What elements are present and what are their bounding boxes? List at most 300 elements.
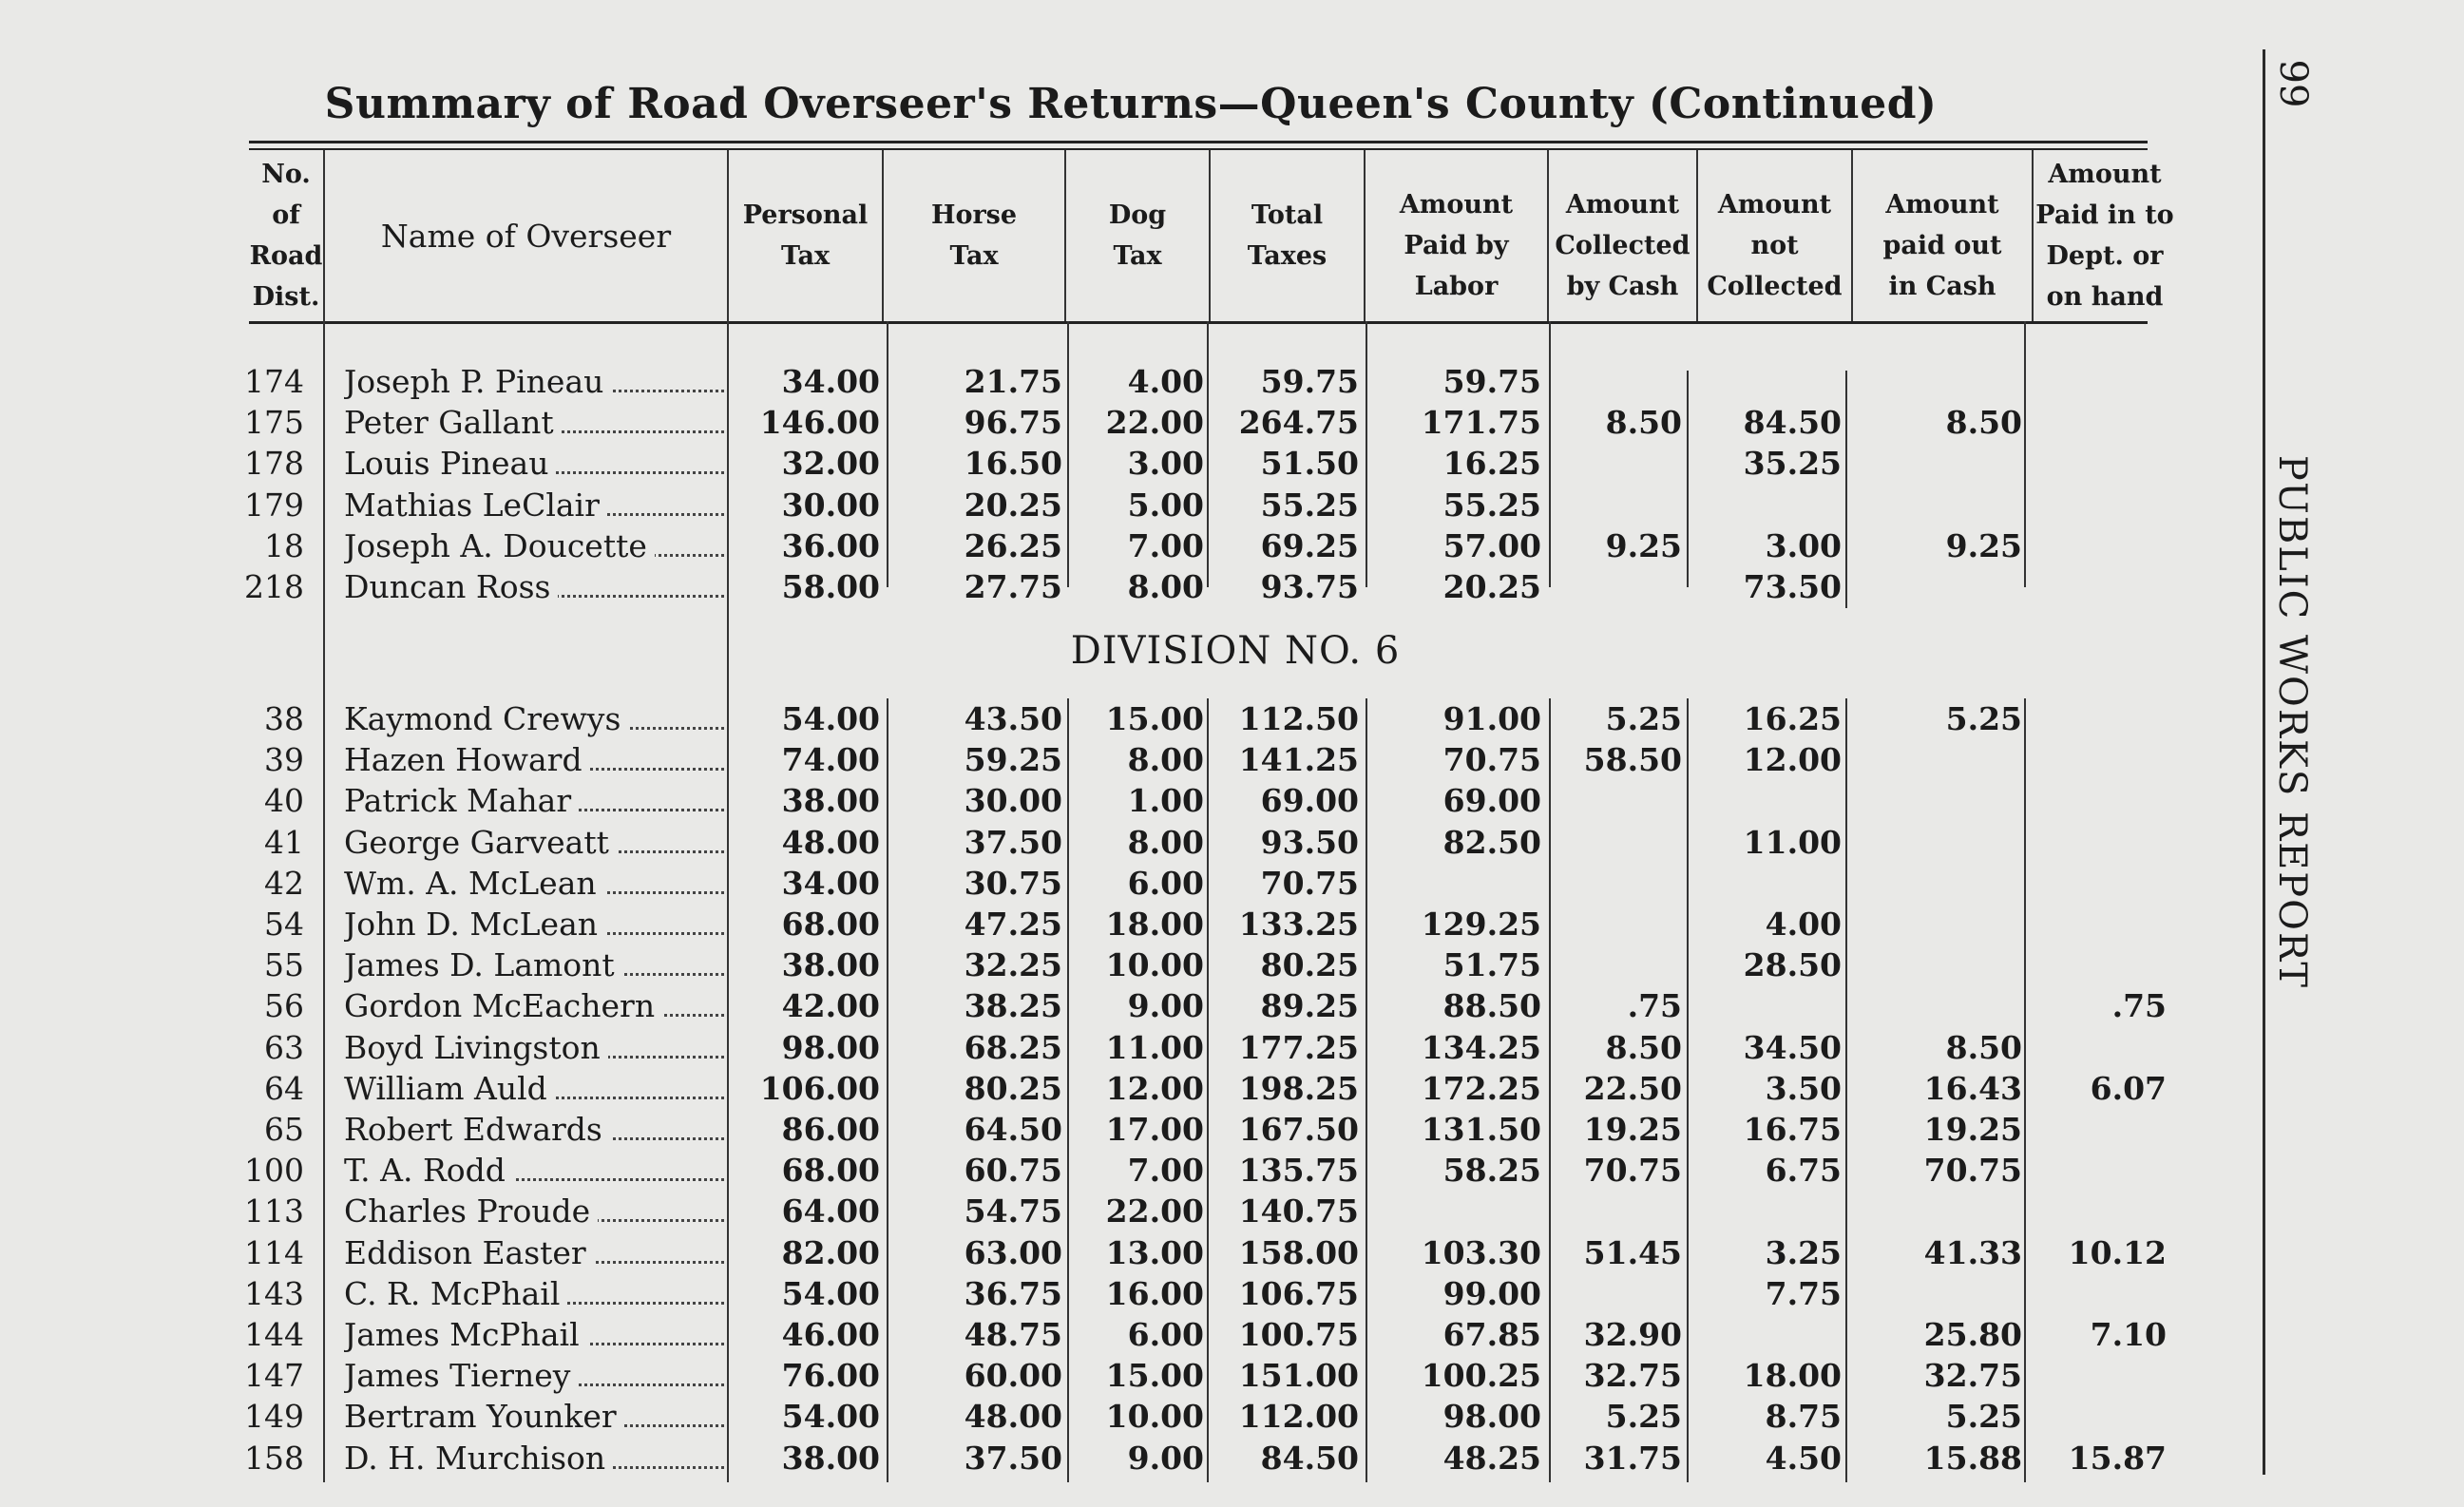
- table-row: [0, 1355, 2281, 1396]
- overseer-name: Eddison Easter: [344, 1234, 594, 1271]
- road-dist-cell: 113: [244, 1192, 304, 1230]
- table-row: [0, 985, 2281, 1026]
- table-row: [0, 822, 2281, 863]
- personal-tax-cell: 38.00: [781, 1439, 880, 1477]
- header-line: of: [272, 200, 300, 230]
- total-taxes-cell: 198.25: [1238, 1069, 1359, 1107]
- personal-tax-cell: 68.00: [781, 906, 880, 943]
- overseer-name-cell: [344, 566, 724, 607]
- table-row: [0, 944, 2281, 985]
- overseer-name-cell: [344, 780, 724, 821]
- table-row: [0, 863, 2281, 904]
- overseer-name-cell: [344, 1273, 724, 1314]
- overseer-name-cell: [344, 443, 724, 484]
- total-taxes-cell: 93.75: [1260, 568, 1359, 605]
- total-taxes-cell: 51.50: [1260, 445, 1359, 483]
- overseer-name-cell: [344, 904, 724, 944]
- header-line: Amount: [1885, 189, 1999, 219]
- amount-paid-out-cell: 5.25: [1945, 700, 2022, 737]
- amount-labor-cell: 100.25: [1421, 1357, 1541, 1395]
- total-taxes-cell: 141.25: [1238, 741, 1359, 779]
- amount-paid-out-cell: 9.25: [1945, 526, 2022, 564]
- overseer-name-cell: [344, 739, 724, 780]
- personal-tax-cell: 46.00: [781, 1316, 880, 1353]
- header-line: Tax: [1113, 241, 1162, 271]
- road-dist-cell: 114: [244, 1233, 304, 1271]
- overseer-name-cell: [344, 525, 724, 566]
- dog-tax-cell: 5.00: [1127, 486, 1204, 524]
- road-dist-cell: 39: [264, 741, 304, 779]
- table-row: [0, 485, 2281, 525]
- table-row: [0, 525, 2281, 566]
- amount-not-collected-cell: 28.50: [1743, 946, 1842, 984]
- dog-tax-cell: 9.00: [1127, 987, 1204, 1025]
- header-line: Name of Overseer: [380, 217, 672, 255]
- overseer-name-cell: [344, 863, 724, 904]
- personal-tax-cell: 34.00: [781, 363, 880, 400]
- amount-paid-dept-cell: 10.12: [2068, 1233, 2167, 1271]
- overseer-name-cell: [344, 402, 724, 443]
- horse-tax-cell: 37.50: [964, 823, 1062, 861]
- side-heading-text: PUBLIC WORKS REPORT: [2270, 454, 2314, 990]
- personal-tax-cell: 32.00: [781, 445, 880, 483]
- total-taxes-cell: 167.50: [1238, 1111, 1359, 1148]
- header-line: Amount: [1565, 189, 1680, 219]
- amount-paid-out-cell: 15.88: [1923, 1439, 2022, 1477]
- dog-tax-cell: 8.00: [1127, 741, 1204, 779]
- amount-collected-cell: 32.90: [1583, 1316, 1682, 1353]
- personal-tax-cell: 74.00: [781, 741, 880, 779]
- table-row: [0, 780, 2281, 821]
- overseer-name: T. A. Rodd: [344, 1152, 513, 1189]
- dog-tax-cell: 11.00: [1105, 1028, 1204, 1066]
- amount-collected-cell: 22.50: [1583, 1069, 1682, 1107]
- amount-paid-out-cell: 5.25: [1945, 1398, 2022, 1436]
- amount-not-collected-cell: 4.50: [1765, 1439, 1842, 1477]
- amount-collected-cell: 51.45: [1583, 1233, 1682, 1271]
- overseer-name: Duncan Ross: [344, 568, 558, 605]
- dog-tax-cell: 16.00: [1105, 1274, 1204, 1312]
- header-line: Personal: [742, 200, 869, 230]
- amount-not-collected-cell: 84.50: [1743, 404, 1842, 442]
- overseer-name-cell: [344, 1314, 724, 1355]
- overseer-name: Gordon McEachern: [344, 987, 662, 1024]
- page-title: [0, 80, 2262, 128]
- overseer-name-cell: [344, 1191, 724, 1231]
- header-line: Total: [1251, 200, 1324, 230]
- table-row: [0, 1027, 2281, 1068]
- header-line: Taxes: [1247, 241, 1328, 271]
- table-row: [0, 1068, 2281, 1109]
- total-taxes-cell: 151.00: [1238, 1357, 1359, 1395]
- overseer-name-cell: [344, 1232, 724, 1273]
- dog-tax-cell: 3.00: [1127, 445, 1204, 483]
- amount-paid-dept-cell: 15.87: [2068, 1439, 2167, 1477]
- amount-collected-cell: .75: [1627, 987, 1682, 1025]
- amount-paid-out-cell: 25.80: [1923, 1316, 2022, 1353]
- personal-tax-cell: 42.00: [781, 987, 880, 1025]
- dog-tax-cell: 22.00: [1105, 1192, 1204, 1230]
- table-row: [0, 1191, 2281, 1231]
- amount-not-collected-cell: 18.00: [1743, 1357, 1842, 1395]
- total-taxes-cell: 135.75: [1238, 1152, 1359, 1190]
- dog-tax-cell: 18.00: [1105, 906, 1204, 943]
- overseer-name-cell: [344, 698, 724, 739]
- amount-labor-cell: 103.30: [1421, 1233, 1541, 1271]
- margin-rule: [2263, 49, 2265, 1475]
- road-dist-cell: 143: [244, 1274, 304, 1312]
- header-amount-labor: [1366, 150, 1547, 321]
- horse-tax-cell: 21.75: [964, 363, 1062, 400]
- personal-tax-cell: 38.00: [781, 782, 880, 820]
- overseer-name: Hazen Howard: [344, 741, 590, 778]
- road-dist-cell: 144: [244, 1316, 304, 1353]
- total-taxes-cell: 93.50: [1260, 823, 1359, 861]
- amount-not-collected-cell: 16.75: [1743, 1111, 1842, 1148]
- header-line: Amount: [1717, 189, 1832, 219]
- amount-collected-cell: 5.25: [1605, 700, 1682, 737]
- horse-tax-cell: 80.25: [964, 1069, 1062, 1107]
- road-dist-cell: 179: [244, 486, 304, 524]
- header-line: Paid in to: [2035, 200, 2174, 230]
- personal-tax-cell: 58.00: [781, 568, 880, 605]
- horse-tax-cell: 27.75: [964, 568, 1062, 605]
- overseer-name: D. H. Murchison: [344, 1440, 613, 1477]
- header-rule-bottom: [249, 321, 2148, 324]
- overseer-name-cell: [344, 1150, 724, 1191]
- overseer-name: Wm. A. McLean: [344, 865, 604, 902]
- horse-tax-cell: 43.50: [964, 700, 1062, 737]
- personal-tax-cell: 54.00: [781, 1398, 880, 1436]
- amount-collected-cell: 9.25: [1605, 526, 1682, 564]
- horse-tax-cell: 26.25: [964, 526, 1062, 564]
- horse-tax-cell: 64.50: [964, 1111, 1062, 1148]
- personal-tax-cell: 76.00: [781, 1357, 880, 1395]
- personal-tax-cell: 30.00: [781, 486, 880, 524]
- road-dist-cell: 65: [264, 1111, 304, 1148]
- amount-paid-dept-cell: 7.10: [2090, 1316, 2167, 1353]
- total-taxes-cell: 177.25: [1238, 1028, 1359, 1066]
- amount-collected-cell: 32.75: [1583, 1357, 1682, 1395]
- header-line: Tax: [949, 241, 999, 271]
- overseer-name: Bertram Younker: [344, 1398, 624, 1435]
- table-row: [0, 566, 2281, 607]
- overseer-name-cell: [344, 944, 724, 985]
- personal-tax-cell: 82.00: [781, 1233, 880, 1271]
- overseer-name-cell: [344, 485, 724, 525]
- road-dist-cell: 147: [244, 1357, 304, 1395]
- overseer-name-cell: [344, 1109, 724, 1150]
- horse-tax-cell: 96.75: [964, 404, 1062, 442]
- horse-tax-cell: 38.25: [964, 987, 1062, 1025]
- dog-tax-cell: 8.00: [1127, 823, 1204, 861]
- header-line: Labor: [1414, 271, 1499, 301]
- amount-not-collected-cell: 73.50: [1743, 568, 1842, 605]
- road-dist-cell: 56: [264, 987, 304, 1025]
- amount-collected-cell: 8.50: [1605, 1028, 1682, 1066]
- amount-labor-cell: 82.50: [1442, 823, 1541, 861]
- amount-not-collected-cell: 4.00: [1765, 906, 1842, 943]
- amount-labor-cell: 91.00: [1442, 700, 1541, 737]
- road-dist-cell: 63: [264, 1028, 304, 1066]
- amount-paid-dept-cell: 6.07: [2090, 1069, 2167, 1107]
- overseer-name: James McPhail: [344, 1316, 587, 1353]
- road-dist-cell: 158: [244, 1439, 304, 1477]
- amount-not-collected-cell: 6.75: [1765, 1152, 1842, 1190]
- table-row: [0, 739, 2281, 780]
- total-taxes-cell: 69.00: [1260, 782, 1359, 820]
- amount-paid-out-cell: 32.75: [1923, 1357, 2022, 1395]
- total-taxes-cell: 112.00: [1238, 1398, 1359, 1436]
- total-taxes-cell: 112.50: [1238, 700, 1359, 737]
- amount-labor-cell: 98.00: [1442, 1398, 1541, 1436]
- header-rule-top: [249, 141, 2148, 143]
- header-line: Paid by: [1404, 230, 1509, 260]
- header-line: Dept. or: [2046, 241, 2164, 271]
- overseer-name: John D. McLean: [344, 906, 605, 943]
- header-personal-tax: [729, 150, 882, 321]
- road-dist-cell: 41: [264, 823, 304, 861]
- header-dog-tax: [1066, 150, 1209, 321]
- overseer-name-cell: [344, 1396, 724, 1437]
- overseer-name: Robert Edwards: [344, 1111, 610, 1148]
- amount-labor-cell: 69.00: [1442, 782, 1541, 820]
- road-dist-cell: 149: [244, 1398, 304, 1436]
- dog-tax-cell: 1.00: [1127, 782, 1204, 820]
- overseer-name: Joseph P. Pineau: [344, 363, 611, 400]
- amount-labor-cell: 20.25: [1442, 568, 1541, 605]
- horse-tax-cell: 48.75: [964, 1316, 1062, 1353]
- table-row: [0, 1273, 2281, 1314]
- total-taxes-cell: 133.25: [1238, 906, 1359, 943]
- horse-tax-cell: 37.50: [964, 1439, 1062, 1477]
- amount-paid-dept-cell: .75: [2111, 987, 2167, 1025]
- overseer-name: James D. Lamont: [344, 946, 622, 983]
- overseer-name-cell: [344, 822, 724, 863]
- table-row: [0, 698, 2281, 739]
- table-row: [0, 1150, 2281, 1191]
- amount-collected-cell: 70.75: [1583, 1152, 1682, 1190]
- overseer-name: Kaymond Crewys: [344, 700, 628, 737]
- dog-tax-cell: 13.00: [1105, 1233, 1204, 1271]
- amount-labor-cell: 134.25: [1421, 1028, 1541, 1066]
- road-dist-cell: 38: [264, 700, 304, 737]
- amount-collected-cell: 58.50: [1583, 741, 1682, 779]
- header-amount-not-collected: [1698, 150, 1851, 321]
- amount-labor-cell: 48.25: [1442, 1439, 1541, 1477]
- header-road-dist: [249, 150, 323, 321]
- horse-tax-cell: 59.25: [964, 741, 1062, 779]
- dog-tax-cell: 15.00: [1105, 1357, 1204, 1395]
- overseer-name-cell: [344, 1438, 724, 1478]
- total-taxes-cell: 158.00: [1238, 1233, 1359, 1271]
- amount-labor-cell: 88.50: [1442, 987, 1541, 1025]
- amount-not-collected-cell: 35.25: [1743, 445, 1842, 483]
- road-dist-cell: 42: [264, 864, 304, 902]
- header-line: Collected: [1707, 271, 1843, 301]
- dog-tax-cell: 22.00: [1105, 404, 1204, 442]
- horse-tax-cell: 60.00: [964, 1357, 1062, 1395]
- road-dist-cell: 100: [244, 1152, 304, 1190]
- amount-paid-out-cell: 19.25: [1923, 1111, 2022, 1148]
- overseer-name: Patrick Mahar: [344, 782, 579, 819]
- dog-tax-cell: 6.00: [1127, 1316, 1204, 1353]
- total-taxes-cell: 89.25: [1260, 987, 1359, 1025]
- personal-tax-cell: 98.00: [781, 1028, 880, 1066]
- title-suffix: (Continued): [1649, 80, 1938, 128]
- overseer-name-cell: [344, 1027, 724, 1068]
- header-amount-paid-out: [1853, 150, 2032, 321]
- header-line: by Cash: [1566, 271, 1679, 301]
- amount-not-collected-cell: 16.25: [1743, 700, 1842, 737]
- amount-paid-out-cell: 41.33: [1923, 1233, 2022, 1271]
- overseer-name-cell: [344, 1355, 724, 1396]
- road-dist-cell: 54: [264, 906, 304, 943]
- page-number: 99: [2271, 59, 2315, 108]
- road-dist-cell: 64: [264, 1069, 304, 1107]
- amount-paid-out-cell: 16.43: [1923, 1069, 2022, 1107]
- road-dist-cell: 55: [264, 946, 304, 984]
- amount-labor-cell: 59.75: [1442, 363, 1541, 400]
- total-taxes-cell: 100.75: [1238, 1316, 1359, 1353]
- header-line: on hand: [2046, 282, 2164, 312]
- header-line: Road: [249, 241, 323, 271]
- total-taxes-cell: 264.75: [1238, 404, 1359, 442]
- dog-tax-cell: 9.00: [1127, 1439, 1204, 1477]
- amount-labor-cell: 129.25: [1421, 906, 1541, 943]
- overseer-name-cell: [344, 1068, 724, 1109]
- header-total-taxes: [1211, 150, 1364, 321]
- total-taxes-cell: 84.50: [1260, 1439, 1359, 1477]
- horse-tax-cell: 54.75: [964, 1192, 1062, 1230]
- overseer-name-cell: [344, 985, 724, 1026]
- horse-tax-cell: 68.25: [964, 1028, 1062, 1066]
- dog-tax-cell: 7.00: [1127, 526, 1204, 564]
- header-line: in Cash: [1888, 271, 1996, 301]
- amount-paid-out-cell: 8.50: [1945, 404, 2022, 442]
- overseer-name: Mathias LeClair: [344, 486, 607, 524]
- amount-labor-cell: 99.00: [1442, 1274, 1541, 1312]
- personal-tax-cell: 68.00: [781, 1152, 880, 1190]
- road-dist-cell: 178: [244, 445, 304, 483]
- amount-labor-cell: 131.50: [1421, 1111, 1541, 1148]
- overseer-name: William Auld: [344, 1070, 555, 1107]
- horse-tax-cell: 60.75: [964, 1152, 1062, 1190]
- amount-not-collected-cell: 3.00: [1765, 526, 1842, 564]
- dog-tax-cell: 12.00: [1105, 1069, 1204, 1107]
- header-line: paid out: [1882, 230, 2002, 260]
- amount-not-collected-cell: 8.75: [1765, 1398, 1842, 1436]
- overseer-name: Louis Pineau: [344, 445, 556, 482]
- horse-tax-cell: 47.25: [964, 906, 1062, 943]
- amount-not-collected-cell: 12.00: [1743, 741, 1842, 779]
- horse-tax-cell: 16.50: [964, 445, 1062, 483]
- total-taxes-cell: 69.25: [1260, 526, 1359, 564]
- total-taxes-cell: 106.75: [1238, 1274, 1359, 1312]
- horse-tax-cell: 48.00: [964, 1398, 1062, 1436]
- header-overseer-name: [325, 150, 727, 321]
- personal-tax-cell: 106.00: [759, 1069, 880, 1107]
- personal-tax-cell: 38.00: [781, 946, 880, 984]
- header-line: Amount: [1399, 189, 1514, 219]
- amount-paid-out-cell: 70.75: [1923, 1152, 2022, 1190]
- header-line: No.: [261, 160, 311, 189]
- road-dist-cell: 40: [264, 782, 304, 820]
- overseer-name: George Garveatt: [344, 824, 617, 861]
- road-dist-cell: 174: [244, 363, 304, 400]
- personal-tax-cell: 54.00: [781, 700, 880, 737]
- header-line: Horse: [930, 200, 1018, 230]
- personal-tax-cell: 36.00: [781, 526, 880, 564]
- amount-labor-cell: 172.25: [1421, 1069, 1541, 1107]
- amount-not-collected-cell: 11.00: [1743, 823, 1842, 861]
- table-row: [0, 1314, 2281, 1355]
- title-main: Summary of Road Overseer's Returns—Queen's County: [324, 80, 1634, 128]
- personal-tax-cell: 146.00: [759, 404, 880, 442]
- header-line: Amount: [2048, 160, 2162, 189]
- header-line: Dog: [1108, 200, 1167, 230]
- header-line: Tax: [780, 241, 831, 271]
- amount-not-collected-cell: 3.25: [1765, 1233, 1842, 1271]
- table-row: [0, 1438, 2281, 1478]
- dog-tax-cell: 10.00: [1105, 946, 1204, 984]
- overseer-name-cell: [344, 361, 724, 402]
- amount-labor-cell: 70.75: [1442, 741, 1541, 779]
- amount-not-collected-cell: 7.75: [1765, 1274, 1842, 1312]
- horse-tax-cell: 32.25: [964, 946, 1062, 984]
- overseer-name: Boyd Livingston: [344, 1029, 608, 1066]
- dog-tax-cell: 10.00: [1105, 1398, 1204, 1436]
- horse-tax-cell: 36.75: [964, 1274, 1062, 1312]
- amount-labor-cell: 55.25: [1442, 486, 1541, 524]
- amount-labor-cell: 171.75: [1421, 404, 1541, 442]
- amount-labor-cell: 16.25: [1442, 445, 1541, 483]
- table-row: [0, 1396, 2281, 1437]
- dog-tax-cell: 8.00: [1127, 568, 1204, 605]
- road-dist-cell: 175: [244, 404, 304, 442]
- amount-paid-out-cell: 8.50: [1945, 1028, 2022, 1066]
- table-row: [0, 361, 2281, 402]
- total-taxes-cell: 80.25: [1260, 946, 1359, 984]
- personal-tax-cell: 86.00: [781, 1111, 880, 1148]
- table-row: [0, 402, 2281, 443]
- amount-not-collected-cell: 34.50: [1743, 1028, 1842, 1066]
- table-row: [0, 443, 2281, 484]
- dog-tax-cell: 17.00: [1105, 1111, 1204, 1148]
- table-row: [0, 1109, 2281, 1150]
- amount-collected-cell: 5.25: [1605, 1398, 1682, 1436]
- division-heading: DIVISION NO. 6: [1070, 629, 1401, 673]
- table-row: [0, 1232, 2281, 1273]
- horse-tax-cell: 30.75: [964, 864, 1062, 902]
- dog-tax-cell: 15.00: [1105, 700, 1204, 737]
- amount-labor-cell: 57.00: [1442, 526, 1541, 564]
- overseer-name: C. R. McPhail: [344, 1275, 567, 1312]
- amount-labor-cell: 51.75: [1442, 946, 1541, 984]
- total-taxes-cell: 140.75: [1238, 1192, 1359, 1230]
- horse-tax-cell: 30.00: [964, 782, 1062, 820]
- horse-tax-cell: 20.25: [964, 486, 1062, 524]
- amount-labor-cell: 67.85: [1442, 1316, 1541, 1353]
- amount-not-collected-cell: 3.50: [1765, 1069, 1842, 1107]
- overseer-name: Peter Gallant: [344, 404, 562, 441]
- header-horse-tax: [884, 150, 1064, 321]
- header-amount-paid-dept: [2034, 150, 2176, 321]
- road-dist-cell: 18: [264, 526, 304, 564]
- personal-tax-cell: 64.00: [781, 1192, 880, 1230]
- header-line: Dist.: [252, 282, 320, 312]
- horse-tax-cell: 63.00: [964, 1233, 1062, 1271]
